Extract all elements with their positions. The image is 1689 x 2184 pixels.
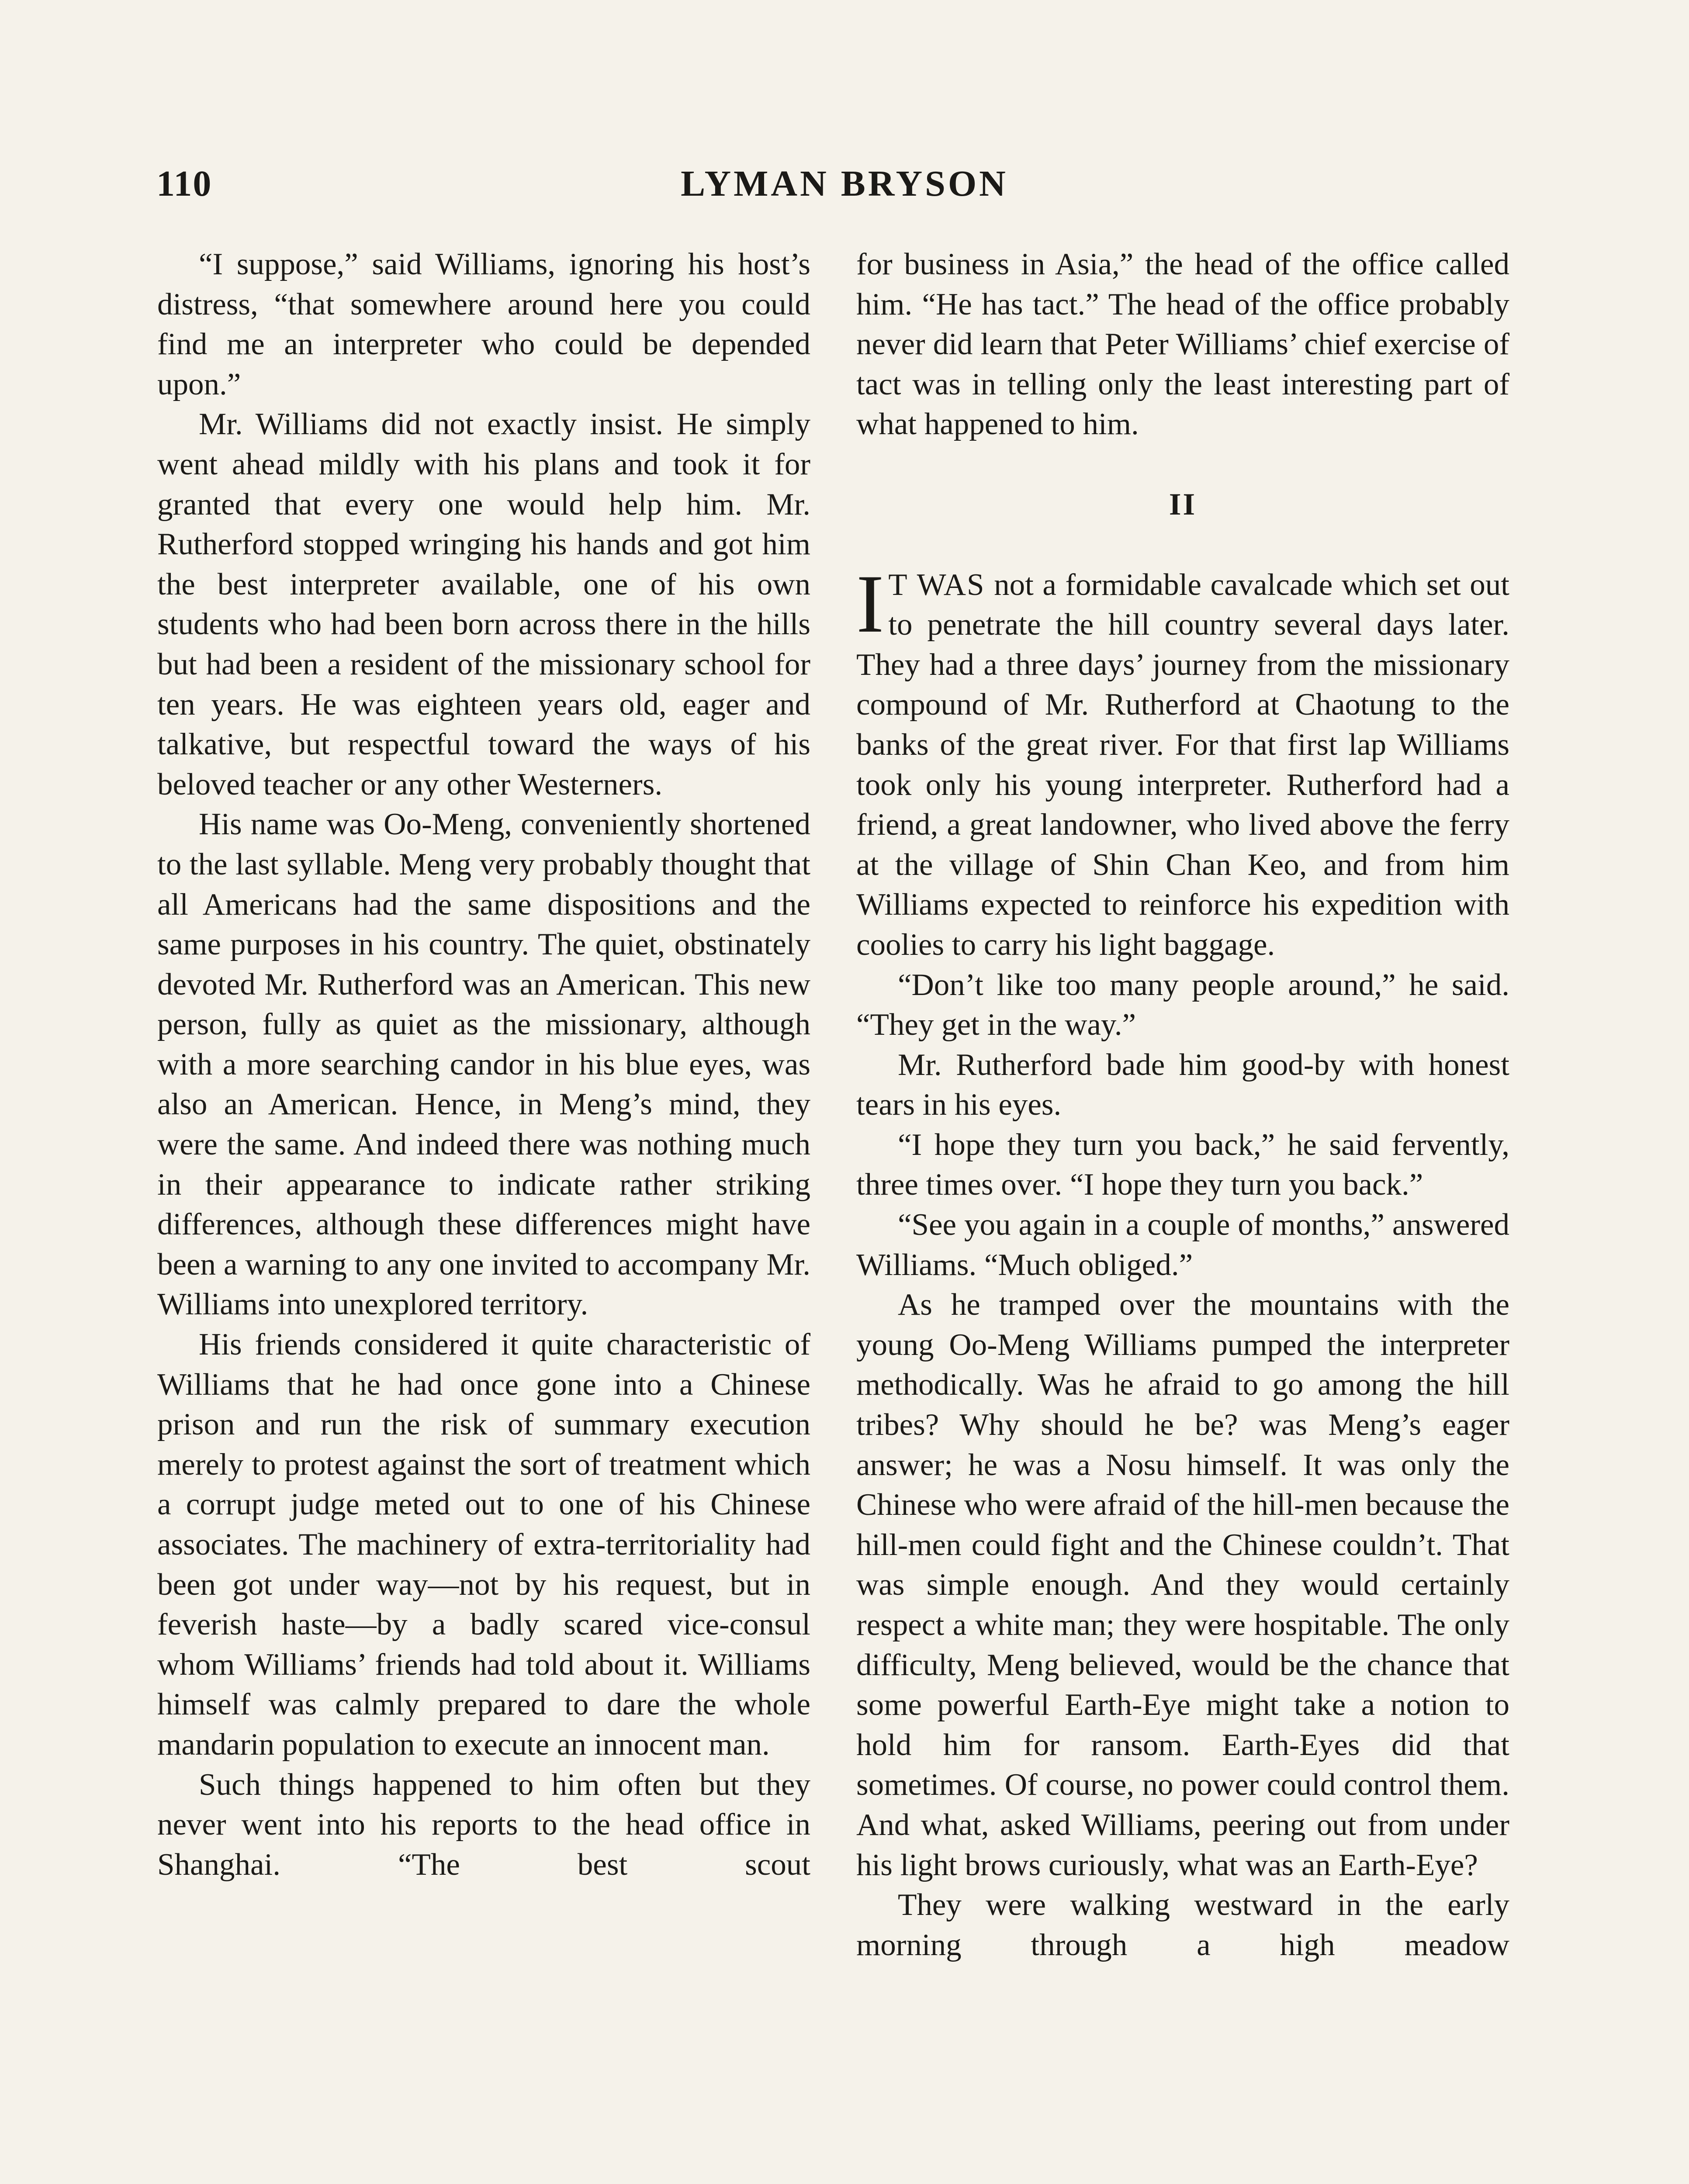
paragraph: “See you again in a couple of months,” answered Williams. “Much obliged.”: [856, 1208, 1509, 1282]
paragraph: “I hope they turn you back,” he said fervently, three times over. “I hope they turn you back.”: [856, 1127, 1509, 1202]
drop-cap: I: [856, 558, 884, 650]
paragraph: As he tramped over the mountains with the young Oo-Meng Williams pumped the interpreter methodically. Was he afraid to go among the hill tribes? Why should he be? was Meng’s eager answer; he was a Nosu himself. It was only the Chinese who were afraid of the hill-men because the hill-men could fight and the Chinese couldn’t. That was simple enough. And they would certainly respect a white man; they were hospitable. The only difficulty, Meng believed, would be the chance that some powerful Earth-Eye might take a notion to hold him for ransom. Earth-Eyes did that sometimes. Of course, no power could control them. And what, asked Williams, peering out from under his light brows curiously, what was an Earth-Eye?: [856, 1288, 1509, 1882]
paragraph: Mr. Rutherford bade him good-by with honest tears in his eyes.: [856, 1047, 1509, 1122]
paragraph: Mr. Williams did not exactly insist. He simply went ahead mildly with his plans and took it for granted that every one would help him. Mr. Rutherford stopped wringing his hands and got him the best interpreter available, one of his own students who had been born across there in the hills but had been a resident of the missionary school for ten years. He was eighteen years old, eager and talkative, but respectful toward the ways of his beloved teacher or any other Westerners.: [157, 407, 810, 802]
opening-paragraph: [856, 558, 1509, 965]
right-column: [856, 245, 1509, 1965]
page-number: 110: [156, 163, 212, 204]
running-head: LYMAN BRYSON: [681, 163, 1008, 204]
paragraph: His friends considered it quite characteristic of Williams that he had once gone into a Chinese prison and run the risk of summary execution merely to protest against the sort of treatment which a corrupt judge meted out to one of his Chinese associates. The machinery of extra-territoriality had been got under way—not by his request, but in feverish haste—by a badly scared vice-consul whom Williams’ friends had told about it. Williams himself was calmly prepared to dare the whole mandarin population to execute an innocent man.: [157, 1327, 810, 1762]
paragraph: “I suppose,” said Williams, ignoring his host’s distress, “that somewhere around here you could find me an interpreter who could be depended upon.”: [157, 247, 810, 401]
paragraph: They were walking westward in the early morning through a high meadow: [856, 1888, 1509, 1962]
paragraph: His name was Oo-Meng, conveniently shortened to the last syllable. Meng very probably thought that all Americans had the same dispositions and the same purposes in his country. The quiet, obstinately devoted Mr. Rutherford was an American. This new person, fully as quiet as the missionary, although with a more searching candor in his blue eyes, was also an American. Hence, in Meng’s mind, they were the same. And indeed there was nothing much in their appearance to indicate rather striking differences, although these differences might have been a warning to any one invited to accompany Mr. Williams into unexplored territory.: [157, 807, 810, 1322]
opening-text: not a formidable cavalcade which set out to penetrate the hill country several days later. They had a three days’ journey from the missionary compound of Mr. Rutherford at Chaotung to the banks of the great river. For that first lap Williams took only his young interpreter. Rutherford had a friend, a great landowner, who lived above the ferry at the village of Shin Chan Keo, and from him Williams expected to reinforce his expedition with coolies to carry his light baggage.: [856, 567, 1509, 962]
paragraph-continuation: for business in Asia,” the head of the office called him. “He has tact.” The head of the office probably never did learn that Peter Williams’ chief exercise of tact was in telling only the least interesting part of what happened to him.: [856, 247, 1509, 442]
paragraph: “Don’t like too many people around,” he said. “They get in the way.”: [856, 968, 1509, 1042]
section-heading: II: [1169, 487, 1197, 522]
left-column: [157, 245, 810, 1885]
opening-smallcaps: T WAS: [888, 567, 985, 602]
paragraph: Such things happened to him often but they never went into his reports to the head office in Shanghai. “The best scout: [157, 1767, 810, 1882]
